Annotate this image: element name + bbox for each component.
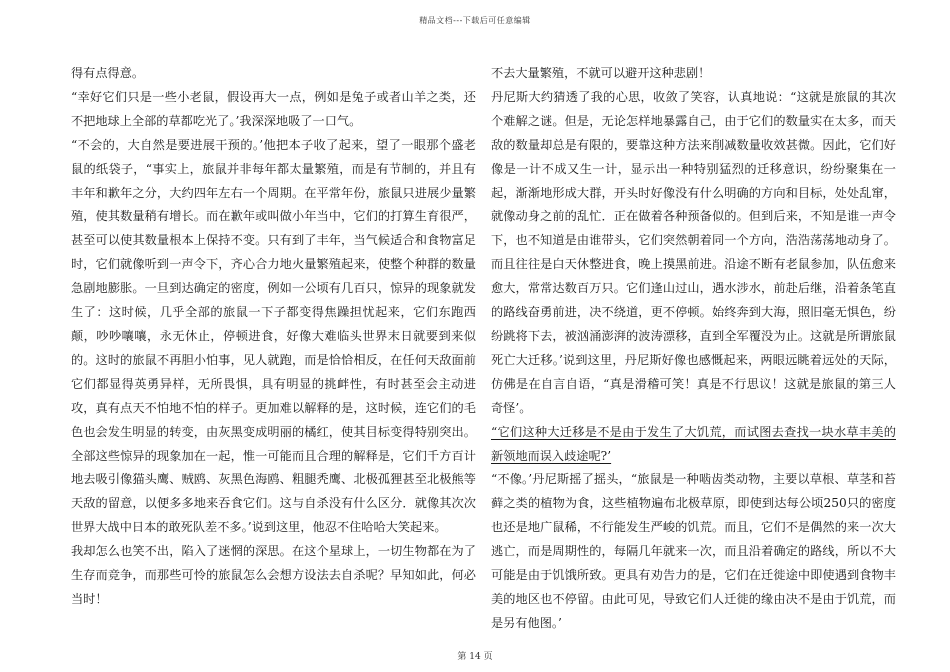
page-header: 精品文档---下载后可任意编辑 <box>419 16 531 25</box>
paragraph: 得有点得意。 <box>71 66 145 80</box>
page-number: 第 14 页 <box>457 652 493 662</box>
paragraph: “不会的，大自然是要进展干预的。’他把本子收了起来，望了一眼那个盛老鼠的纸袋子，“事实上，旅鼠并非每年都太量繁殖，而是有节制的，并且有丰年和歉年之分，大约四年左右一个周期。在平常年份，旅鼠只进展少量繁殖，使其数量稍有增长。而在歉年或叫做小年当中，它们的打算生育很严，甚至可以使其数量根本上保持不变。只有到了丰年，当气候适合和食物富足时，它们就像听到一声令下，齐心合力地火量繁殖起来，使整个种群的数量急剧地膨胀。一旦到达确定的密度，例如一公顷有几百只，惊异的现象就发生了：这时候，几乎全部的旅鼠一下子都变得焦躁担忧起来，它们东跑西颠，吵吵嚷嚷，永无休止，停顿进食，好像大难临头世界末日就要到来似的。这时的旅鼠不再胆小怕事，见人就跑，而是恰恰相反，在任何天敌面前它们都显得英勇异样，无所畏惧，具有明显的挑衅性，有时甚至会主动进攻，真有点天不怕地不怕的样子。更加难以解释的是，这时候，连它们的毛色也会发生明显的转变，由灰黑变成明丽的橘红，使其目标变得特别突出。全部这些惊异的现象加在一起，惟一可能而且合理的解释是，它们千方百计地去吸引像猫头鹰、贼鸥、灰黑色海鸥、粗腿秃鹰、北极孤狸甚至北极熊等天敌的留意，以便多多地来吞食它们。这与自杀没有什么区分．就像其次次世界大战中日本的敢死队差不多。’说到这里，他忍不住哈哈大笑起来。 <box>71 137 476 535</box>
right-column <box>491 62 896 636</box>
paragraph: “不像。’丹尼斯摇了摇头，“旅鼠是一种啮齿类动物，主要以草根、草茎和苔藓之类的植物为食，这些植物遍布北极草原，即使到达每公顷250只的密度也还是地广鼠稀，不行能发生严峻的饥荒。而且，它们不是偶然的来一次大逃亡，而是周期性的，每隔几年就来一次，而且沿着确定的路线，所以不大可能是由于饥饿所致。更具有劝告力的是，它们在迁徙途中即使遇到食物丰美的地区也不停留。由此可见，导致它们人迁徙的缘由决不是由于饥荒，而是另有他图。’ <box>491 472 896 630</box>
paragraph: 丹尼斯大约猜透了我的心思，收敛了笑容，认真地说：“这就是旅鼠的其次个难解之谜。但是，无论怎样地暴露自己，由于它们的数量实在太多，而天敌的数量却总是有限的，要靠这种方法来削减数量收效甚微。因此，它们好像是一计不成又生一计，显示出一种特别猛烈的迁移意识，纷纷聚集在一起，渐渐地形成大群，开头时好像没有什么明确的方向和目标，处处乱窜，就像动身之前的乱忙．正在做着各种预备似的。但到后来，不知是谁一声令下，也不知道是由谁带头，它们突然朝着同一个方向，浩浩荡荡地动身了。而且往往是白天休整进食，晚上摸黑前进。沿途不断有老鼠参加，队伍愈来愈大，常常达数百万只。它们逢山过山，遇水涉水，前赴后继，沿着条笔直的路线奋勇前进，决不绕道，更不停顿。始终奔到大海，照旧毫无惧色，纷纷跳将下去，被汹涌澎湃的波涛漂移，直到全军覆没为止。这就是所谓旅鼠死亡大迁移。’说到这里，丹尼斯好像也感慨起来，两眼远眺着远处的天际，仿佛是在自言自语，“真是滑稽可笑！真是不行思议！这就是旅鼠的第三人奇怪’。 <box>491 89 896 415</box>
paragraph: “幸好它们只是一些小老鼠，假设再大一点，例如是兔子或者山羊之类，还不把地球上全部的草都吃光了。’我深深地吸了一口气。 <box>71 89 476 128</box>
left-column <box>71 62 476 612</box>
paragraph: 不去大量繁殖，不就可以避开这种悲剧！ <box>491 66 711 80</box>
paragraph: 我却怎么也笑不出，陷入了迷惘的深思。在这个星球上，一切生物都在为了生存而竞争，而那些可怜的旅鼠怎么会想方设法去自杀呢？早知如此，何必当时！ <box>71 544 476 606</box>
paragraph-underlined: “它们这种大迁移是不是由于发生了大饥荒，而试图去查找一块水草丰美的新领地而误入歧途呢?’ <box>491 424 896 463</box>
